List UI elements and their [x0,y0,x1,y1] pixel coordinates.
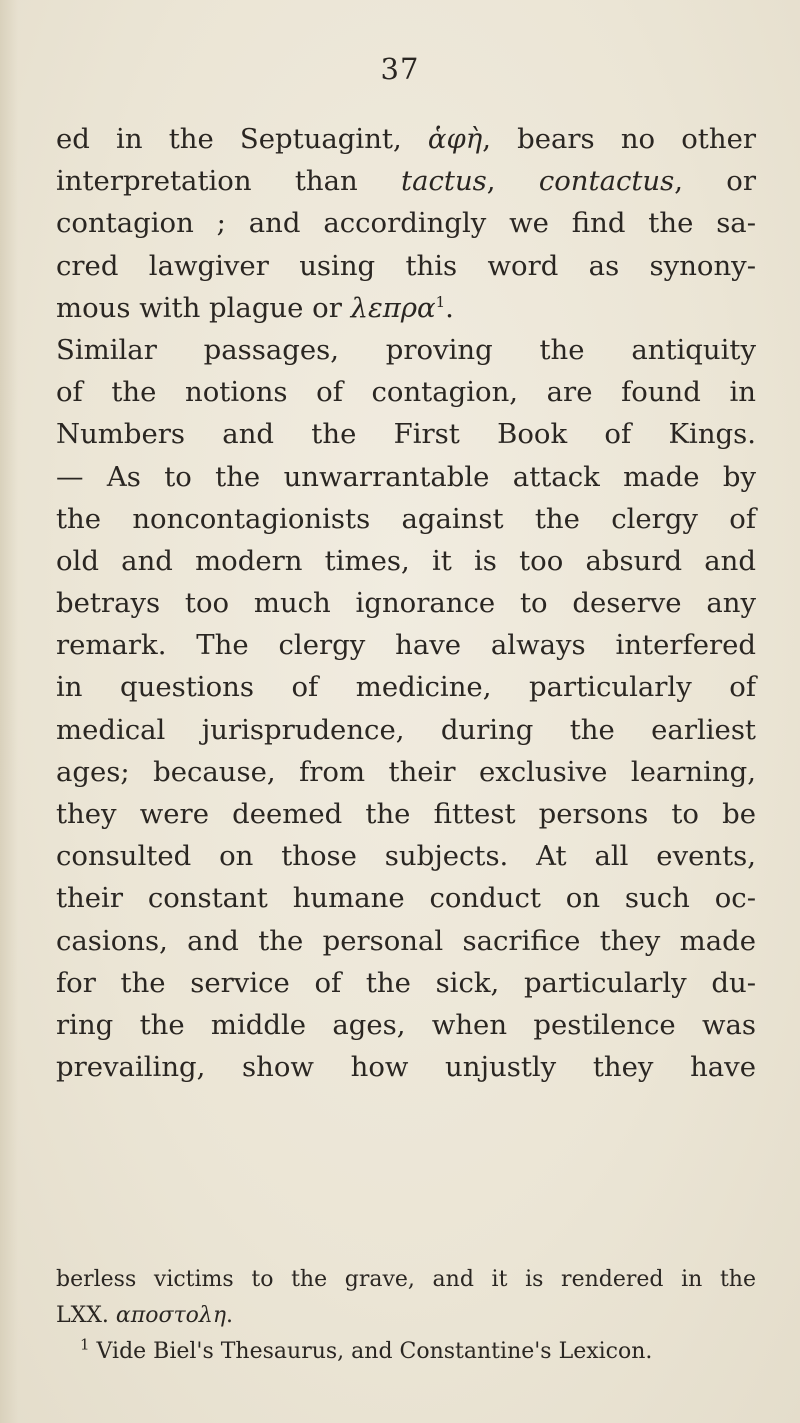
text-line-8: Numbers and the First Book of Kings. [56,418,756,451]
text-line-14: in questions of medicine, particularly of [56,671,756,704]
text-line-19: their constant humane conduct on such oc- [56,882,756,915]
text-line-21: for the service of the sick, particularly du- [56,966,756,999]
text-line-13: remark. The clergy have always interfered [56,629,756,662]
text-line-10: the noncontagionists against the clergy of [56,502,756,535]
footnote-line-1: berless victims to the grave, and it is rendered in the [56,1267,756,1292]
text-line-9: — As to the unwarrantable attack made by [56,460,756,493]
text-line-17: they were deemed the fittest persons to be [56,798,756,830]
text-line-11: old and modern times, it is too absurd and [56,544,756,577]
text-line-18: consulted on those subjects. At all events, [56,840,756,873]
text-line-1: ed in the Septuagint, ἁφὴ, bears no other [56,123,756,155]
text-line-22: ring the middle ages, when pestilence was [56,1008,756,1041]
text-line-20: casions, and the personal sacrifice they made [56,924,756,957]
footnote-line-3: $^1$ Vide Biel's Thesaurus, and Constantine's Lexicon. [80,1335,653,1364]
body-text [56,118,756,1088]
text-line-16: ages; because, from their exclusive learning, [56,755,756,788]
text-line-3: contagion ; and accordingly we find the sa- [56,207,756,240]
text-line-12: betrays too much ignorance to deserve any [56,587,756,620]
greek-word: λεπρα [350,291,436,324]
gutter-shadow [0,0,18,1423]
text-line-6: Similar passages, proving the antiquity [56,333,756,366]
greek-word: ἁφὴ [427,123,483,155]
text-line-4: cred lawgiver using this word as synony- [56,249,756,282]
text-line-7: of the notions of contagion, are found in [56,376,756,409]
footnote-marker: 1 [80,1335,90,1354]
text-line-5: mous with plague or λεπρα$^1$. [56,291,454,324]
text-line-15: medical jurisprudence, during the earliest [56,713,756,746]
greek-word: αποστολη [115,1303,227,1328]
italic-word-tactus: tactus [401,165,487,198]
footnote-reference: 1 [435,292,446,311]
footnotes [56,1262,756,1370]
footnote-line-2: LXX. αποστολη. [56,1303,234,1328]
page-number: 37 [380,52,420,86]
text-line-23: prevailing, show how unjustly they have [56,1051,756,1084]
italic-word-contactus: contactus [538,165,675,198]
text-line-2: interpretation than tactus, contactus, or [56,165,757,198]
